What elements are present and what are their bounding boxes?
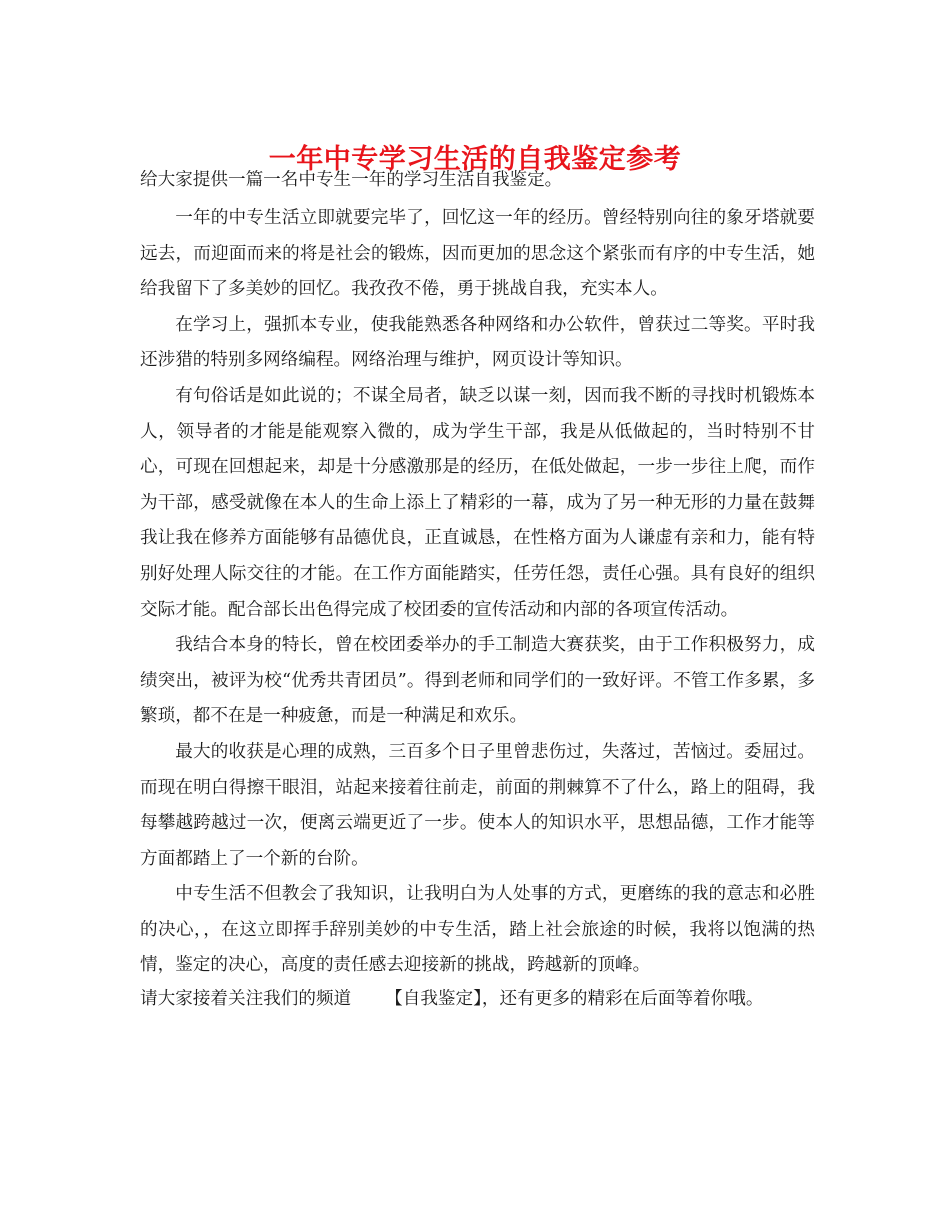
paragraph-4: 我结合本身的特长，曾在校团委举办的手工制造大赛获奖，由于工作积极努力，成绩突出，被评为校“优秀共青团员”。得到老师和同学们的一致好评。不管工作多累，多繁琐，都不在是一种疲惫，而是一种满足和欢乐。: [140, 635, 815, 727]
footer-channel-link[interactable]: 【自我鉴定】: [385, 989, 482, 1010]
footer-prefix: 请大家接着关注我们的频道: [140, 989, 352, 1010]
document-title: 一年中专学习生活的自我鉴定参考: [268, 144, 682, 176]
document-body: [140, 165, 815, 1014]
paragraph-3: 有句俗话是如此说的；不谋全局者，缺乏以谋一刻，因而我不断的寻找时机锻炼本人，领导者的才能是能观察入微的，成为学生干部，我是从低做起的，当时特别不甘心，可现在回想起来，却是十分感激那是的经历，在低处做起，一步一步往上爬，而作为干部，感受就像在本人的生命上添上了精彩的一幕，成为了另一种无形的力量在鼓舞我让我在修养方面能够有品德优良，正直诚恳，在性格方面为人谦虚有亲和力，能有特别好处理人际交往的才能。在工作方面能踏实，任劳任怨，责任心强。具有良好的组织交际才能。配合部长出色得完成了校团委的宣传活动和内部的各项宣传活动。: [140, 385, 815, 620]
paragraph-5: 最大的收获是心理的成熟，三百多个日子里曾悲伤过，失落过，苦恼过。委屈过。而现在明白得擦干眼泪，站起来接着往前走，前面的荆棘算不了什么，路上的阻碍，我每攀越跨越过一次，便离云端更近了一步。使本人的知识水平，思想品德，工作才能等方面都踏上了一个新的台阶。: [140, 741, 815, 869]
intro-line: 给大家提供一篇一名中专生一年的学习生活自我鉴定。: [140, 170, 563, 190]
footer-suffix: ，还有更多的精彩在后面等着你哦。: [481, 989, 764, 1010]
paragraph-1: 一年的中专生活立即就要完毕了，回忆这一年的经历。曾经特别向往的象牙塔就要远去，而迎面而来的将是社会的锻炼，因而更加的思念这个紧张而有序的中专生活，她给我留下了多美妙的回忆。我孜孜不倦，勇于挑战自我，充实本人。: [140, 208, 815, 300]
paragraph-6: 中专生活不但教会了我知识，让我明白为人处事的方式，更磨练的我的意志和必胜的决心，，在这立即挥手辞别美妙的中专生活，踏上社会旅途的时候，我将以饱满的热情，鉴定的决心，高度的责任感去迎接新的挑战，跨越新的顶峰。: [140, 884, 815, 976]
paragraph-2: 在学习上，强抓本专业，使我能熟悉各种网络和办公软件，曾获过二等奖。平时我还涉猎的特别多网络编程。网络治理与维护，网页设计等知识。: [140, 314, 815, 371]
footer-line: [140, 984, 815, 1014]
